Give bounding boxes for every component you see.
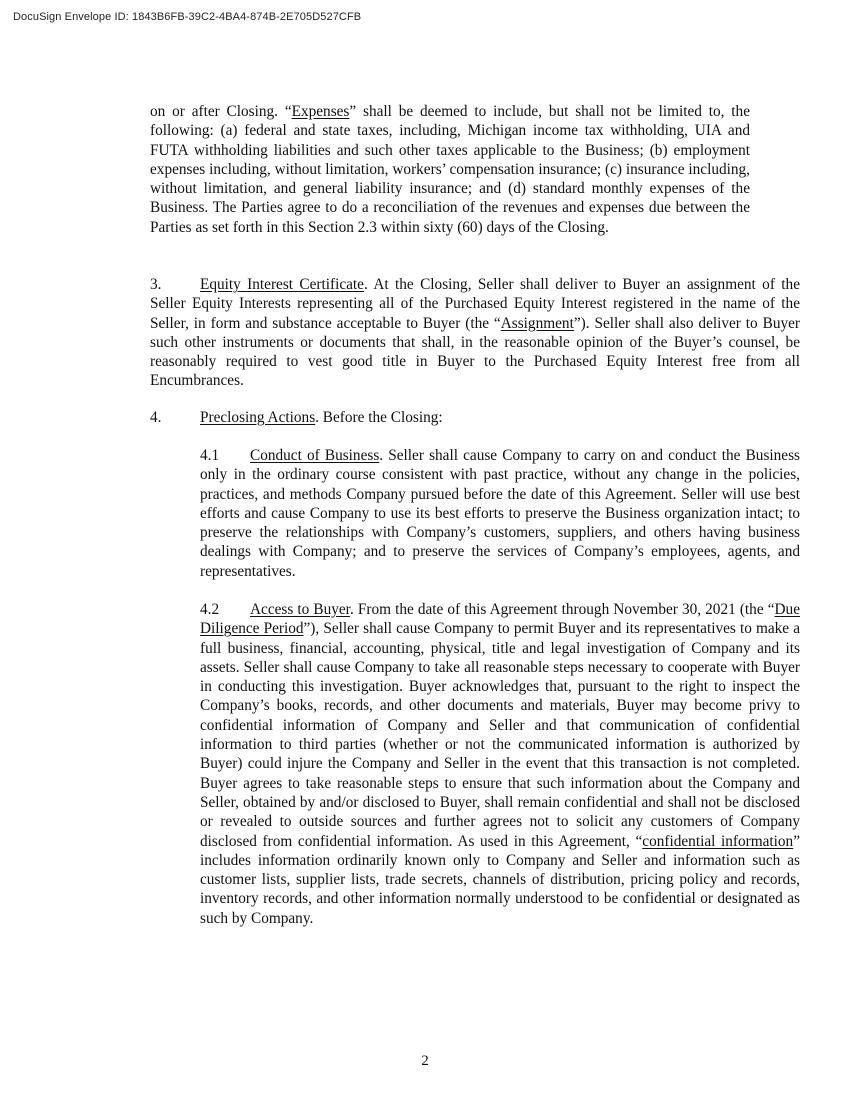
section-3-paragraph (100, 275, 800, 391)
section-3-heading: Equity Interest Certificate (200, 276, 364, 293)
section-4-number: 4. (150, 409, 162, 426)
section-4-2-heading: Access to Buyer (250, 601, 350, 618)
expenses-text-b: ” shall be deemed to include, but shall not be limited to, the following: (a) federal and state taxes, including, Michigan income tax withholding, UIA and FUTA withholding liabilities and such other taxes applicable to the Business; (b) employment expenses including, without limitation, workers’ compensation insurance; (c) insurance including, without limitation, and general liability insurance; and (d) standard monthly expenses of the Business. The Parties agree to do a reconciliation of the revenues and expenses due between the Parties as set forth in this Section 2.3 within sixty (60) days of the Closing. (150, 103, 750, 236)
section-4-2-text-c: ” includes information ordinarily known only to Company and Seller and information such as customer lists, supplier lists, trade secrets, channels of distribution, pricing policy and records, inventory records, and other information normally understood to be confidential or designated as such by Company. (200, 832, 800, 927)
paragraph-expenses (150, 102, 750, 237)
confidential-information-term: confidential information (642, 832, 794, 850)
section-4-text: . Before the Closing: (315, 409, 443, 426)
section-4-1-paragraph (150, 446, 800, 581)
page-number: 2 (421, 1053, 429, 1069)
expenses-term: Expenses (291, 103, 350, 120)
section-4-1-text: . Seller shall cause Company to carry on and conduct the Business only in the ordinary course consistent with past practice, without any change in the policies, practices, and methods Company pursued before the date of this Agreement. Seller will use best efforts and cause Company to use its best efforts to preserve the Business organization intact; to preserve the relationships with Company’s customers, suppliers, and others having business dealings with Company; and to preserve the services of Company’s employees, agents, and representatives. (200, 447, 800, 580)
docusign-envelope-id: DocuSign Envelope ID: 1843B6FB-39C2-4BA4-874B-2E705D527CFB (13, 11, 362, 23)
expenses-text-a: on or after Closing. “ (150, 103, 292, 120)
section-4-2-text-b: ”), Seller shall cause Company to permit Buyer and its representatives to make a full business, financial, accounting, physical, title and legal investigation of Company and its assets. Seller shall cause Company to take all reasonable steps necessary to cooperate with Buyer in conducting this investigation. Buyer acknowledges that, pursuant to the right to inspect the Company’s books, records, and other documents and materials, Buyer may become privy to confidential information of Company and Seller and that communication of confidential information to third parties (whether or not the communicated information is authorized by Buyer) could injure the Company and Seller in the event that this transaction is not completed. Buyer agrees to take reasonable steps to ensure that such information about the Company and Seller, obtained by and/or disclosed to Buyer, shall remain confidential and shall not be disclosed or revealed to outside sources and further agrees not to solicit any customers of Company disclosed from confidential information. As used in this Agreement, “ (200, 620, 800, 850)
section-3-text-a: . At the Closing, Seller shall deliver to Buyer an assignment of the Seller Equity Interests representing all of the Purchased Equity Interest registered in the name of the Seller, in form and substance acceptable to Buyer (the “ (150, 276, 800, 332)
section-3-number: 3. (150, 276, 162, 293)
section-4-heading: Preclosing Actions (200, 409, 316, 426)
section-4-1-heading: Conduct of Business (250, 447, 380, 464)
assignment-term: Assignment (500, 314, 574, 332)
section-3-text-b: ”). Seller shall also deliver to Buyer such other instruments or documents that shall, in the reasonable opinion of the Buyer’s counsel, be reasonably required to vest good title in Buyer to the Purchased Equity Interest free from all Encumbrances. (150, 314, 801, 390)
section-4-paragraph (100, 408, 800, 427)
section-4-2-text-a: . From the date of this Agreement through November 30, 2021 (the “ (349, 601, 775, 618)
due-diligence-period-term: Due Diligence Period (200, 601, 800, 638)
section-4-1-number: 4.1 (200, 447, 220, 464)
section-4-2-number: 4.2 (200, 601, 220, 618)
section-4-2-paragraph (150, 600, 800, 928)
